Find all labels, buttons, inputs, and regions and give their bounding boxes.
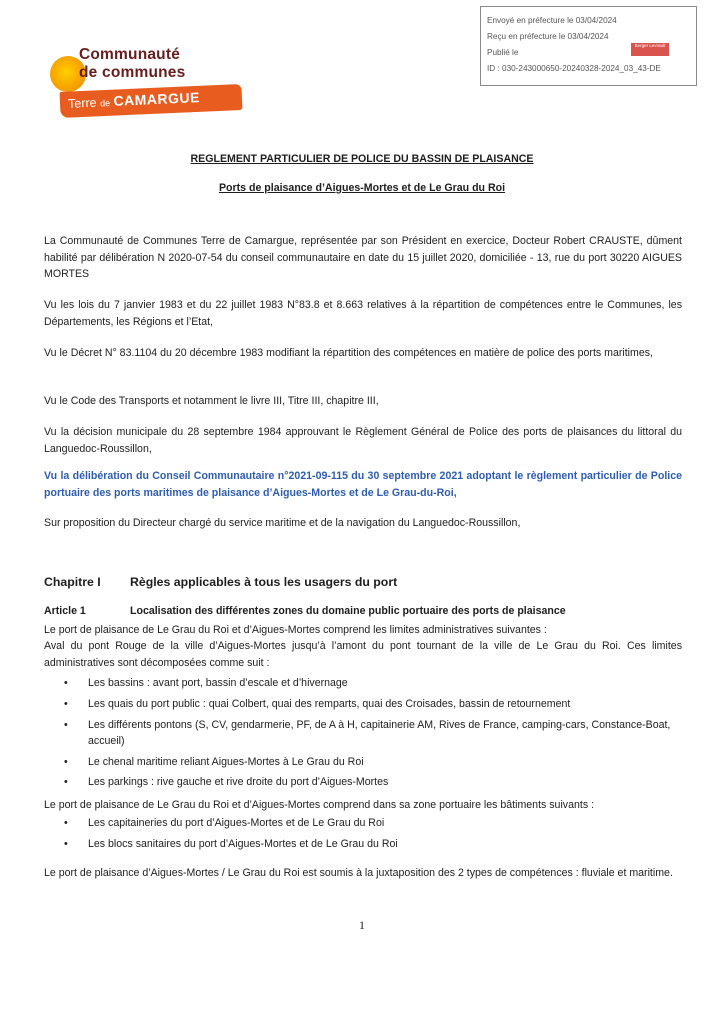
list-item: • Les parkings : rive gauche et rive droite du port d’Aigues-Mortes (44, 774, 684, 790)
list-item: • Les bassins : avant port, bassin d’escale et d’hivernage (44, 675, 684, 691)
article-paragraph: Le port de plaisance d’Aigues-Mortes / Le Grau du Roi est soumis à la juxtaposition des 2 types de compétences : fluviale et maritime. (44, 867, 673, 879)
chapter-title: Règles applicables à tous les usagers du port (130, 575, 398, 589)
berger-levrault-badge: Berger Levrault (631, 43, 669, 56)
article-paragraph: Aval du pont Rouge de la ville d’Aigues-Mortes jusqu’à l’amont du pont tournant de la ville de Le Grau du Roi. Ces limites administratives sont décomposées comme suit : (44, 640, 682, 669)
chapter-heading (44, 575, 398, 589)
preamble-paragraph: La Communauté de Communes Terre de Camargue, représentée par son Président en exercice, Docteur Robert CRAUSTE, dûment habilité par délibération N 2020-07-54 du conseil communautaire en date du 15 juillet 2020, domiciliée - 13, rue du port 30220 AIGUES MORTES (44, 235, 682, 280)
deliberation-paragraph: Vu la délibération du Conseil Communautaire n°2021-09-115 du 30 septembre 2021 adoptant le règlement particulier de Police portuaire des ports maritimes de plaisance d’Aigues-Mortes et de Le Grau-du-Roi, (44, 470, 682, 499)
list-item: • Les quais du port public : quai Colbert, quai des remparts, quai des Croisades, bassin de retournement (44, 696, 684, 712)
article-paragraph: Le port de plaisance de Le Grau du Roi et d’Aigues-Mortes comprend les limites administratives suivantes : (44, 624, 547, 636)
list-item: • Les capitaineries du port d’Aigues-Mortes et de Le Grau du Roi (44, 815, 684, 831)
buildings-list (44, 815, 684, 857)
preamble-paragraph: Vu le Code des Transports et notamment le livre III, Titre III, chapitre III, (44, 395, 379, 407)
article-heading (44, 605, 566, 617)
zones-list (44, 675, 684, 795)
list-item: • Les différents pontons (S, CV, gendarmerie, PF, de A à H, capitainerie AM, Rives de France, camping-cars, Constance-Boat, accueil) (44, 717, 684, 750)
preamble-paragraph: Vu la décision municipale du 28 septembre 1984 approuvant le Règlement Général de Police des ports de plaisances du littoral du Languedoc-Roussillon, (44, 426, 682, 455)
article-number: Article 1 (44, 605, 86, 617)
logo-line-2: de communes (79, 64, 186, 81)
logo-band-terre: Terre (67, 95, 97, 111)
list-item: • Les blocs sanitaires du port d’Aigues-Mortes et de Le Grau du Roi (44, 836, 684, 852)
list-item: • Le chenal maritime reliant Aigues-Mortes à Le Grau du Roi (44, 754, 684, 770)
stamp-received: Reçu en préfecture le 03/04/2024 (487, 32, 609, 41)
prefecture-stamp (480, 6, 697, 86)
stamp-id: ID : 030-243000650-20240328-2024_03_43-DE (487, 64, 661, 73)
logo (46, 44, 242, 122)
document-title: REGLEMENT PARTICULIER DE POLICE DU BASSIN DE PLAISANCE (190, 153, 534, 165)
logo-band-camargue: CAMARGUE (113, 89, 201, 109)
stamp-published: Publié le (487, 48, 519, 57)
page-number: 1 (359, 918, 365, 932)
stamp-sent: Envoyé en préfecture le 03/04/2024 (487, 16, 617, 25)
preamble-paragraph: Sur proposition du Directeur chargé du service maritime et de la navigation du Languedoc-Roussillon, (44, 517, 521, 529)
preamble-paragraph: Vu le Décret N° 83.1104 du 20 décembre 1983 modifiant la répartition des compétences en matière de police des ports maritimes, (44, 347, 653, 359)
document-subtitle: Ports de plaisance d’Aigues-Mortes et de Le Grau du Roi (218, 182, 506, 194)
logo-band-de: de (99, 98, 111, 109)
article-paragraph: Le port de plaisance de Le Grau du Roi et d’Aigues-Mortes comprend dans sa zone portuaire les bâtiments suivants : (44, 799, 595, 811)
preamble-paragraph: Vu les lois du 7 janvier 1983 et du 22 juillet 1983 N°83.8 et 8.663 relatives à la répartition de compétences entre le Communes, les Départements, les Régions et l’Etat, (44, 299, 682, 328)
logo-line-1: Communauté (79, 46, 181, 63)
chapter-number: Chapitre I (44, 575, 101, 589)
article-title: Localisation des différentes zones du domaine public portuaire des ports de plaisance (130, 605, 566, 617)
